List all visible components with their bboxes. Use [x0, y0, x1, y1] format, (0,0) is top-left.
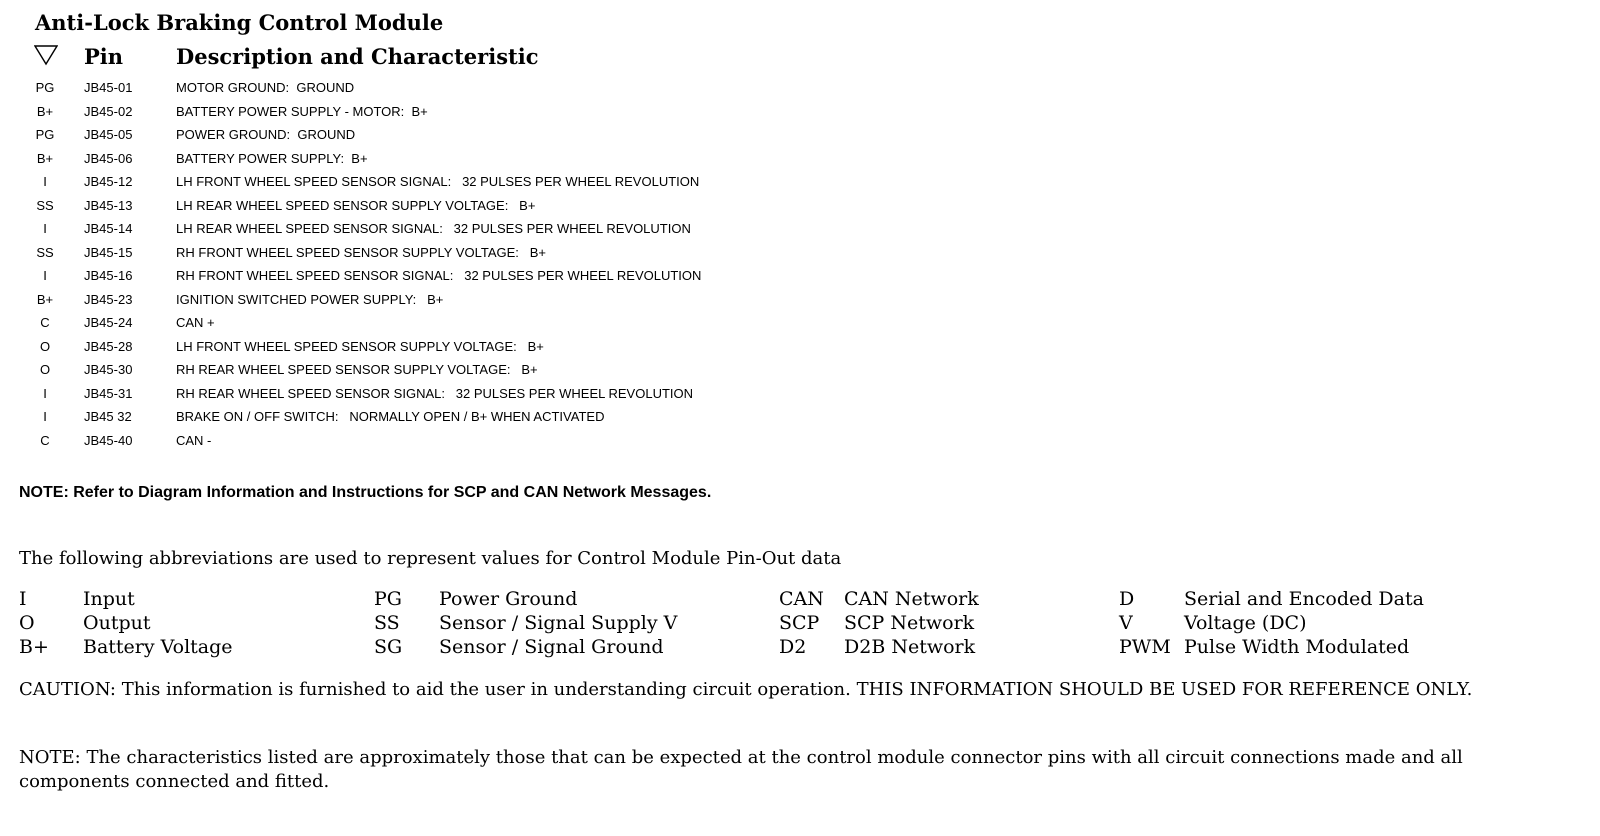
- pin-table: [0, 78, 900, 454]
- abbreviation-meaning: Pulse Width Modulated: [1184, 636, 1410, 658]
- connector-triangle-icon: [34, 44, 58, 70]
- pin-description: CAN -: [176, 432, 212, 448]
- pin-description: IGNITION SWITCHED POWER SUPPLY: B+: [176, 291, 444, 307]
- page-title: Anti-Lock Braking Control Module: [35, 10, 444, 35]
- pin-row: [0, 313, 900, 337]
- pin-number: JB45-01: [84, 80, 133, 95]
- abbreviation-meaning: SCP Network: [844, 612, 975, 634]
- abbreviation-meaning: Battery Voltage: [83, 636, 233, 658]
- abbreviation-meaning: Sensor / Signal Ground: [439, 636, 664, 658]
- abbreviation-code: SS: [374, 612, 400, 634]
- pin-description: LH REAR WHEEL SPEED SENSOR SUPPLY VOLTAGE: B+: [176, 197, 536, 213]
- pin-table-header: [0, 42, 800, 72]
- pin-type: B+: [36, 103, 54, 119]
- pin-row: [0, 266, 900, 290]
- pin-number: JB45-16: [84, 268, 133, 283]
- abbreviation-code: SG: [374, 636, 403, 658]
- pin-number: JB45-24: [84, 315, 133, 330]
- pin-type: I: [43, 221, 47, 236]
- abbreviation-meaning: Input: [83, 588, 135, 610]
- pin-row: [0, 102, 900, 126]
- abbreviation-code: D: [1119, 588, 1135, 610]
- abbreviation-code: B+: [19, 636, 49, 658]
- pin-number: JB45-02: [84, 103, 133, 119]
- abbreviation-code: D2: [779, 636, 807, 658]
- pin-type: B+: [36, 291, 54, 307]
- abbreviation-code: PWM: [1119, 636, 1171, 658]
- pin-description: CAN +: [176, 315, 215, 330]
- pin-number: JB45-40: [84, 432, 133, 448]
- abbreviation-meaning: CAN Network: [844, 588, 979, 610]
- abbreviation-meaning: Serial and Encoded Data: [1184, 588, 1424, 610]
- pin-description: LH REAR WHEEL SPEED SENSOR SIGNAL: 32 PULSES PER WHEEL REVOLUTION: [176, 221, 691, 236]
- abbreviation-code: I: [19, 588, 27, 610]
- pin-type: C: [40, 315, 50, 330]
- pin-row: [0, 149, 900, 173]
- abbreviations-legend: [19, 588, 1539, 664]
- pin-description: POWER GROUND: GROUND: [176, 127, 356, 142]
- pin-number: JB45-05: [84, 127, 133, 142]
- pin-row: [0, 172, 900, 196]
- abbreviation-code: V: [1119, 612, 1133, 634]
- abbreviation-code: CAN: [779, 588, 824, 610]
- pin-type: I: [43, 385, 47, 401]
- pin-number: JB45-15: [84, 244, 133, 260]
- abbreviation-code: SCP: [779, 612, 820, 634]
- abbreviations-intro: The following abbreviations are used to represent values for Control Module Pin-Out data: [19, 548, 842, 569]
- pin-row: [0, 431, 900, 455]
- pin-type: SS: [36, 197, 54, 213]
- pin-number: JB45-23: [84, 291, 133, 307]
- pin-description: BATTERY POWER SUPPLY - MOTOR: B+: [176, 103, 428, 119]
- pin-number: JB45-13: [84, 197, 133, 213]
- pin-column-header: Pin: [84, 44, 124, 69]
- pin-description: MOTOR GROUND: GROUND: [176, 80, 355, 95]
- pin-row: [0, 384, 900, 408]
- pin-type: I: [43, 409, 47, 424]
- pin-number: JB45-31: [84, 385, 133, 401]
- pin-description: RH FRONT WHEEL SPEED SENSOR SIGNAL: 32 PULSES PER WHEEL REVOLUTION: [176, 268, 702, 283]
- description-column-header: Description and Characteristic: [176, 44, 539, 69]
- pin-description: LH FRONT WHEEL SPEED SENSOR SUPPLY VOLTAGE: B+: [176, 338, 544, 354]
- pin-number: JB45-28: [84, 338, 133, 354]
- pin-row: [0, 337, 900, 361]
- abbreviation-code: O: [19, 612, 35, 634]
- pin-row: [0, 78, 900, 102]
- pin-description: BATTERY POWER SUPPLY: B+: [176, 150, 368, 166]
- pin-number: JB45-14: [84, 221, 133, 236]
- pin-number: JB45 32: [84, 409, 132, 424]
- pin-description: RH REAR WHEEL SPEED SENSOR SIGNAL: 32 PULSES PER WHEEL REVOLUTION: [176, 385, 694, 401]
- abbreviation-meaning: Output: [83, 612, 151, 634]
- pin-type: I: [43, 268, 47, 283]
- pin-type: SS: [36, 244, 54, 260]
- caution-text: CAUTION: This information is furnished to aid the user in understanding circuit operation. THIS INFORMATION SHOULD BE USED FOR REFERENCE ONLY.: [19, 679, 1473, 700]
- pin-type: O: [39, 362, 51, 377]
- pin-row: [0, 290, 900, 314]
- pin-row: [0, 360, 900, 384]
- pin-description: BRAKE ON / OFF SWITCH: NORMALLY OPEN / B+ WHEN ACTIVATED: [176, 409, 605, 424]
- pin-description: LH FRONT WHEEL SPEED SENSOR SIGNAL: 32 PULSES PER WHEEL REVOLUTION: [176, 174, 700, 189]
- pin-type: B+: [36, 150, 54, 166]
- pin-row: [0, 125, 900, 149]
- pin-description: RH REAR WHEEL SPEED SENSOR SUPPLY VOLTAGE: B+: [176, 362, 538, 377]
- pin-type: O: [39, 338, 51, 354]
- pin-type: I: [43, 174, 47, 189]
- pin-row: [0, 196, 900, 220]
- pin-number: JB45-06: [84, 150, 133, 166]
- characteristics-note: NOTE: The characteristics listed are approximately those that can be expected at the control module connector pins with all circuit connections made and all components connected and fitted.: [19, 747, 1463, 792]
- pin-description: RH FRONT WHEEL SPEED SENSOR SUPPLY VOLTAGE: B+: [176, 244, 546, 260]
- pin-type: PG: [35, 80, 55, 95]
- pin-type: PG: [35, 127, 55, 142]
- abbreviation-code: PG: [374, 588, 402, 610]
- network-note: NOTE: Refer to Diagram Information and Instructions for SCP and CAN Network Messages.: [19, 484, 712, 501]
- abbreviation-meaning: Sensor / Signal Supply V: [439, 612, 678, 634]
- pin-row: [0, 243, 900, 267]
- pin-number: JB45-30: [84, 362, 133, 377]
- pin-number: JB45-12: [84, 174, 133, 189]
- pin-type: C: [40, 432, 50, 448]
- pin-row: [0, 407, 900, 431]
- abbreviation-meaning: Power Ground: [439, 588, 578, 610]
- pin-row: [0, 219, 900, 243]
- abbreviation-meaning: D2B Network: [844, 636, 976, 658]
- abbreviation-meaning: Voltage (DC): [1184, 612, 1307, 634]
